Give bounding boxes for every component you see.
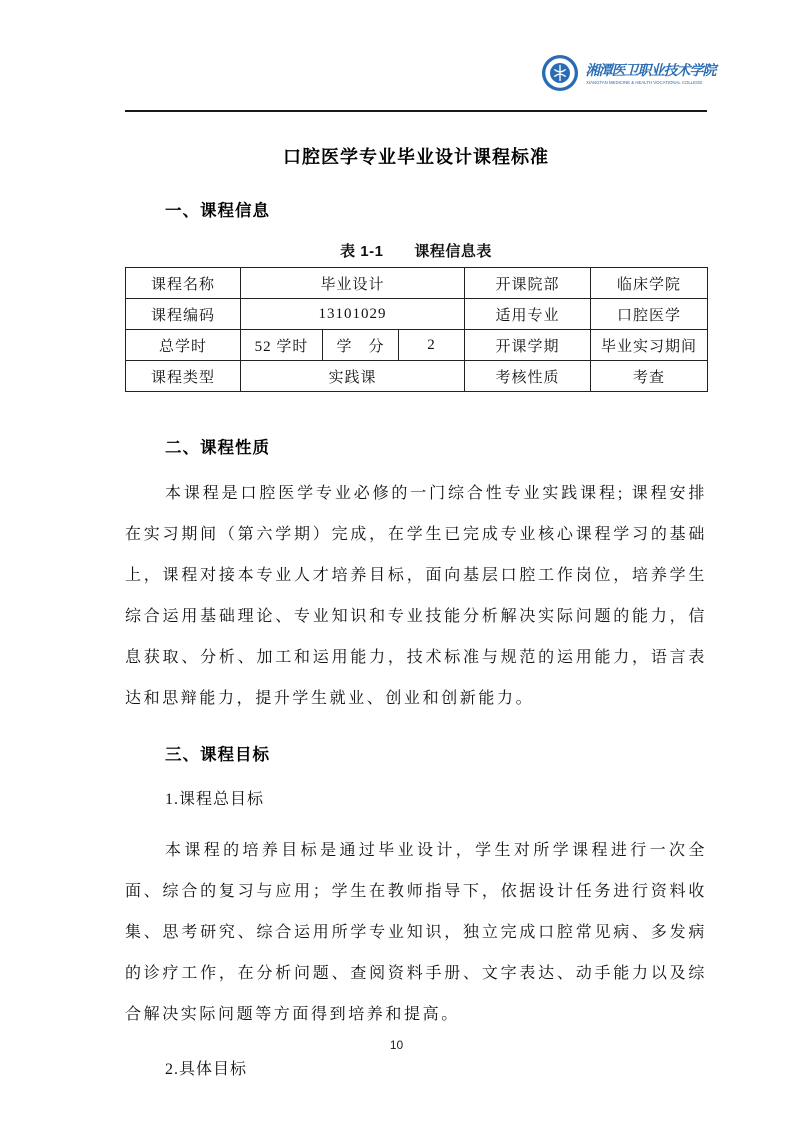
college-logo: [541, 54, 747, 92]
overall-goal-paragraph: 本课程的培养目标是通过毕业设计，学生对所学课程进行一次全面、综合的复习与应用；学生在教师指导下，依据设计任务进行资料收集、思考研究、综合运用所学专业知识，独立完成口腔常见病、多发病的诊疗工作，在分析问题、查阅资料手册、文字表达、动手能力以及综合解决实际问题等方面得到培养和提高。: [125, 842, 707, 1023]
section-heading-course-nature: 二、课程性质: [165, 439, 270, 457]
cell-value-course-name: 毕业设计: [241, 268, 465, 299]
document-title: 口腔医学专业毕业设计课程标准: [283, 147, 549, 167]
table-row: [126, 361, 708, 392]
cell-label-offering-department: 开课院部: [465, 268, 591, 299]
college-name-cn: 湘潭医卫职业技术学院: [585, 63, 716, 79]
college-emblem-icon: [541, 54, 579, 92]
page-number: 10: [389, 1038, 404, 1052]
cell-value-total-hours: 52 学时: [241, 330, 323, 361]
cell-label-applicable-major: 适用专业: [465, 299, 591, 330]
college-name-en: XIANGTAN MEDICINE & HEALTH VOCATIONAL COLLEGE: [585, 80, 702, 85]
table-row: [126, 268, 708, 299]
section-heading-course-goals: 三、课程目标: [165, 746, 270, 764]
cell-label-credits: 学 分: [323, 330, 399, 361]
table-row: [126, 299, 708, 330]
course-nature-paragraph: 本课程是口腔医学专业必修的一门综合性专业实践课程; 课程安排在实习期间（第六学期）完成，在学生已完成专业核心课程学习的基础上，课程对接本专业人才培养目标，面向基层口腔工作岗位，培养学生综合运用基础理论、专业知识和专业技能分析解决实际问题的能力，信息获取、分析、加工和运用能力，技术标准与规范的运用能力，语言表达和思辩能力，提升学生就业、创业和创新能力。: [125, 485, 707, 707]
cell-label-assessment-nature: 考核性质: [465, 361, 591, 392]
college-name-block: [586, 60, 747, 87]
cell-value-course-type: 实践课: [241, 361, 465, 392]
cell-label-total-hours: 总学时: [126, 330, 241, 361]
cell-value-assessment-nature: 考查: [591, 361, 708, 392]
subheading-overall-goal: 1.课程总目标: [165, 791, 265, 808]
course-info-table: [125, 267, 708, 392]
document-content: [125, 112, 707, 1085]
cell-value-course-code: 13101029: [241, 299, 465, 330]
subheading-specific-goals: 2.具体目标: [165, 1061, 248, 1078]
cell-value-offering-department: 临床学院: [591, 268, 708, 299]
cell-label-course-code: 课程编码: [126, 299, 241, 330]
table-row: [126, 330, 708, 361]
cell-value-applicable-major: 口腔医学: [591, 299, 708, 330]
cell-value-semester: 毕业实习期间: [591, 330, 708, 361]
cell-label-semester: 开课学期: [465, 330, 591, 361]
cell-value-credits: 2: [399, 330, 465, 361]
cell-label-course-name: 课程名称: [126, 268, 241, 299]
table-caption: 表 1-1 课程信息表: [340, 243, 492, 260]
cell-label-course-type: 课程类型: [126, 361, 241, 392]
section-heading-course-info: 一、课程信息: [165, 202, 270, 220]
